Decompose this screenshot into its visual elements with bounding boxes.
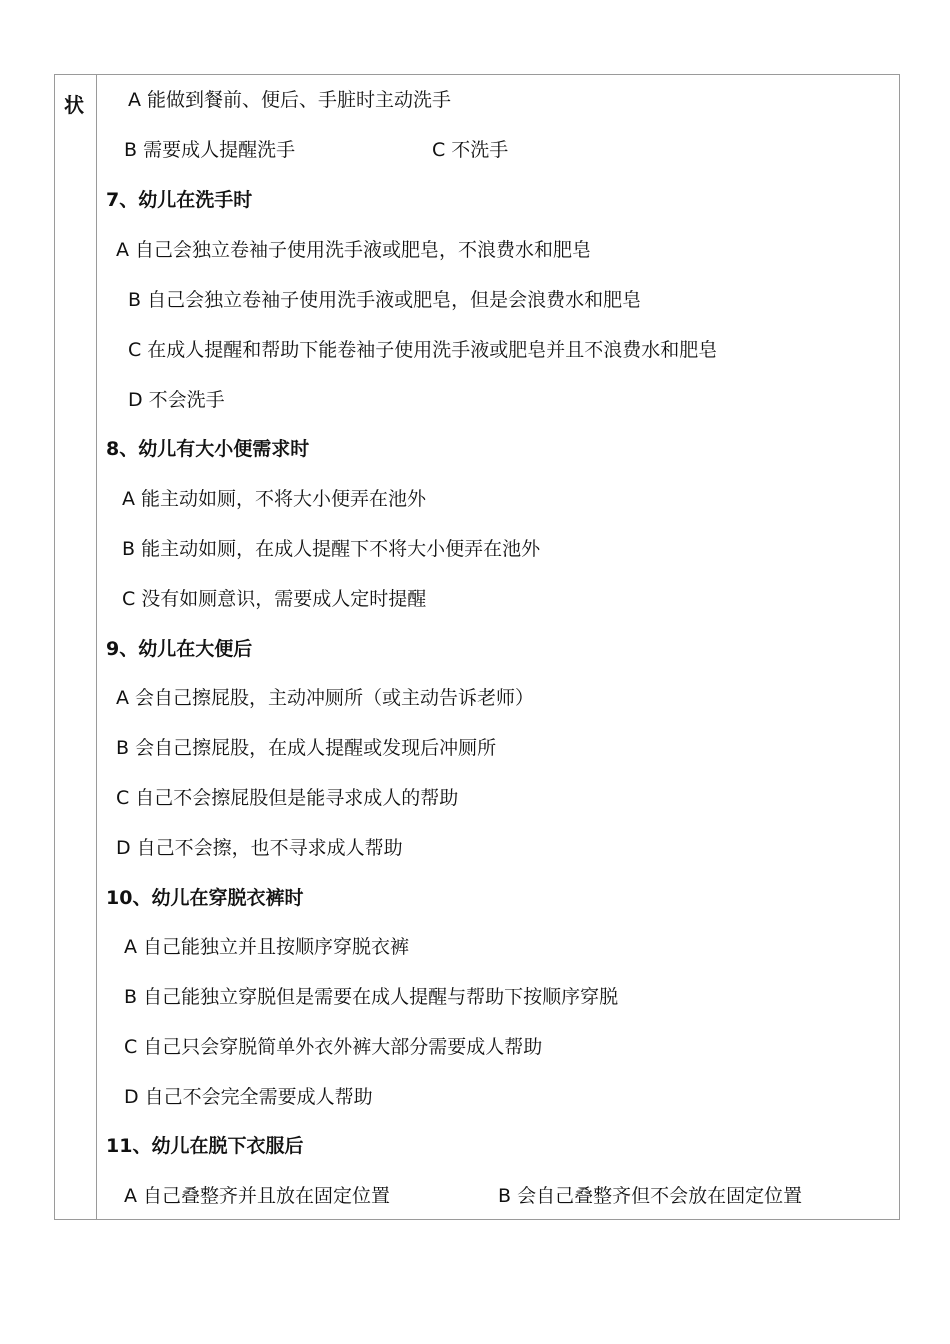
option-9b: B 会自己擦屁股，在成人提醒或发现后冲厕所 bbox=[116, 737, 497, 759]
option-10a: A 自己能独立并且按顺序穿脱衣裤 bbox=[124, 936, 410, 958]
option-8a: A 能主动如厕，不将大小便弄在池外 bbox=[122, 488, 427, 510]
option-10c: C 自己只会穿脱简单外衣外裤大部分需要成人帮助 bbox=[124, 1036, 543, 1058]
option-6b: B 需要成人提醒洗手 bbox=[124, 139, 296, 161]
question-7: 7、幼儿在洗手时 bbox=[106, 189, 253, 211]
option-11b: B 会自己叠整齐但不会放在固定位置 bbox=[498, 1185, 803, 1207]
side-label: 状 bbox=[64, 93, 84, 117]
question-9: 9、幼儿在大便后 bbox=[106, 638, 253, 660]
option-10d: D 自己不会完全需要成人帮助 bbox=[124, 1086, 373, 1108]
question-11: 11、幼儿在脱下衣服后 bbox=[106, 1135, 304, 1157]
option-6a: A 能做到餐前、便后、手脏时主动洗手 bbox=[128, 89, 452, 111]
option-7d: D 不会洗手 bbox=[128, 389, 225, 411]
option-9a: A 会自己擦屁股，主动冲厕所（或主动告诉老师） bbox=[116, 687, 535, 709]
option-8b: B 能主动如厕，在成人提醒下不将大小便弄在池外 bbox=[122, 538, 541, 560]
column-divider bbox=[96, 74, 97, 1220]
option-7c: C 在成人提醒和帮助下能卷袖子使用洗手液或肥皂并且不浪费水和肥皂 bbox=[128, 339, 718, 361]
question-10: 10、幼儿在穿脱衣裤时 bbox=[106, 887, 304, 909]
option-7b: B 自己会独立卷袖子使用洗手液或肥皂，但是会浪费水和肥皂 bbox=[128, 289, 642, 311]
option-9c: C 自己不会擦屁股但是能寻求成人的帮助 bbox=[116, 787, 459, 809]
option-9d: D 自己不会擦，也不寻求成人帮助 bbox=[116, 837, 403, 859]
option-6c: C 不洗手 bbox=[432, 139, 509, 161]
question-8: 8、幼儿有大小便需求时 bbox=[106, 438, 310, 460]
option-11a: A 自己叠整齐并且放在固定位置 bbox=[124, 1185, 391, 1207]
option-8c: C 没有如厕意识，需要成人定时提醒 bbox=[122, 588, 427, 610]
option-7a: A 自己会独立卷袖子使用洗手液或肥皂，不浪费水和肥皂 bbox=[116, 239, 592, 261]
option-10b: B 自己能独立穿脱但是需要在成人提醒与帮助下按顺序穿脱 bbox=[124, 986, 619, 1008]
